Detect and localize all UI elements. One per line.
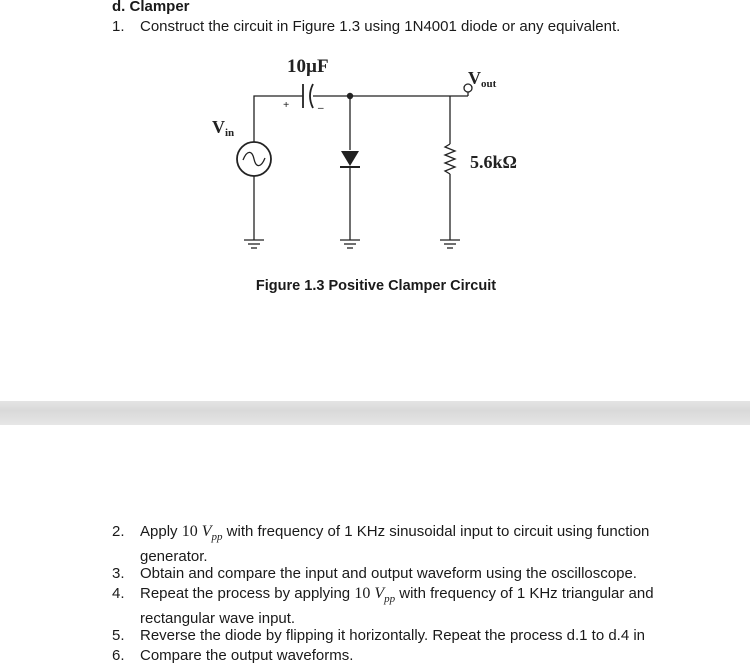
ground-resistor xyxy=(440,240,460,248)
step-text: Reverse the diode by flipping it horizontally. Repeat the process d.1 to d.4 in xyxy=(140,627,646,644)
step-text: Apply 10 $V_{pp}$ with frequency of 1 KHz sinusoidal input to circuit using function generator. xyxy=(140,523,650,566)
resistor xyxy=(445,144,455,174)
step-number: 6. xyxy=(112,647,125,664)
step-number: 3. xyxy=(112,565,125,582)
capacitor-minus: – xyxy=(318,102,324,114)
step-number: 4. xyxy=(112,585,125,602)
step-text: Repeat the process by applying 10 $V_{pp}$ with frequency of 1 KHz triangular and rectangular wave input. xyxy=(140,585,654,628)
capacitor-plus: + xyxy=(283,99,290,111)
capacitor xyxy=(303,84,313,108)
resistor-label: 5.6kΩ xyxy=(470,152,517,172)
diode xyxy=(340,151,360,167)
figure-caption: Figure 1.3 Positive Clamper Circuit xyxy=(255,278,497,294)
step-text: Obtain and compare the input and output waveform using the oscilloscope. xyxy=(140,565,637,582)
vin-label: Vin xyxy=(212,117,235,139)
step-number: 1. xyxy=(112,18,125,35)
ground-diode xyxy=(340,240,360,248)
step-number: 2. xyxy=(112,523,125,540)
wire-left-top xyxy=(254,96,303,135)
step-text: Construct the circuit in Figure 1.3 using 1N4001 diode or any equivalent. xyxy=(140,18,621,35)
vout-label: Vout xyxy=(468,68,497,90)
page-bottom xyxy=(0,425,750,665)
ground-source xyxy=(244,240,264,248)
clamper-circuit-diagram xyxy=(0,0,750,300)
section-title: d. Clamper xyxy=(112,0,190,15)
junction-dot xyxy=(347,93,353,99)
step-number: 5. xyxy=(112,627,125,644)
step-text: Compare the output waveforms. xyxy=(140,647,354,664)
page-break xyxy=(0,401,750,425)
capacitor-label: 10µF xyxy=(287,56,329,77)
math-vpp: 10 $V_{pp}$ xyxy=(354,585,396,606)
math-vpp: 10 $V_{pp}$ xyxy=(181,523,223,544)
